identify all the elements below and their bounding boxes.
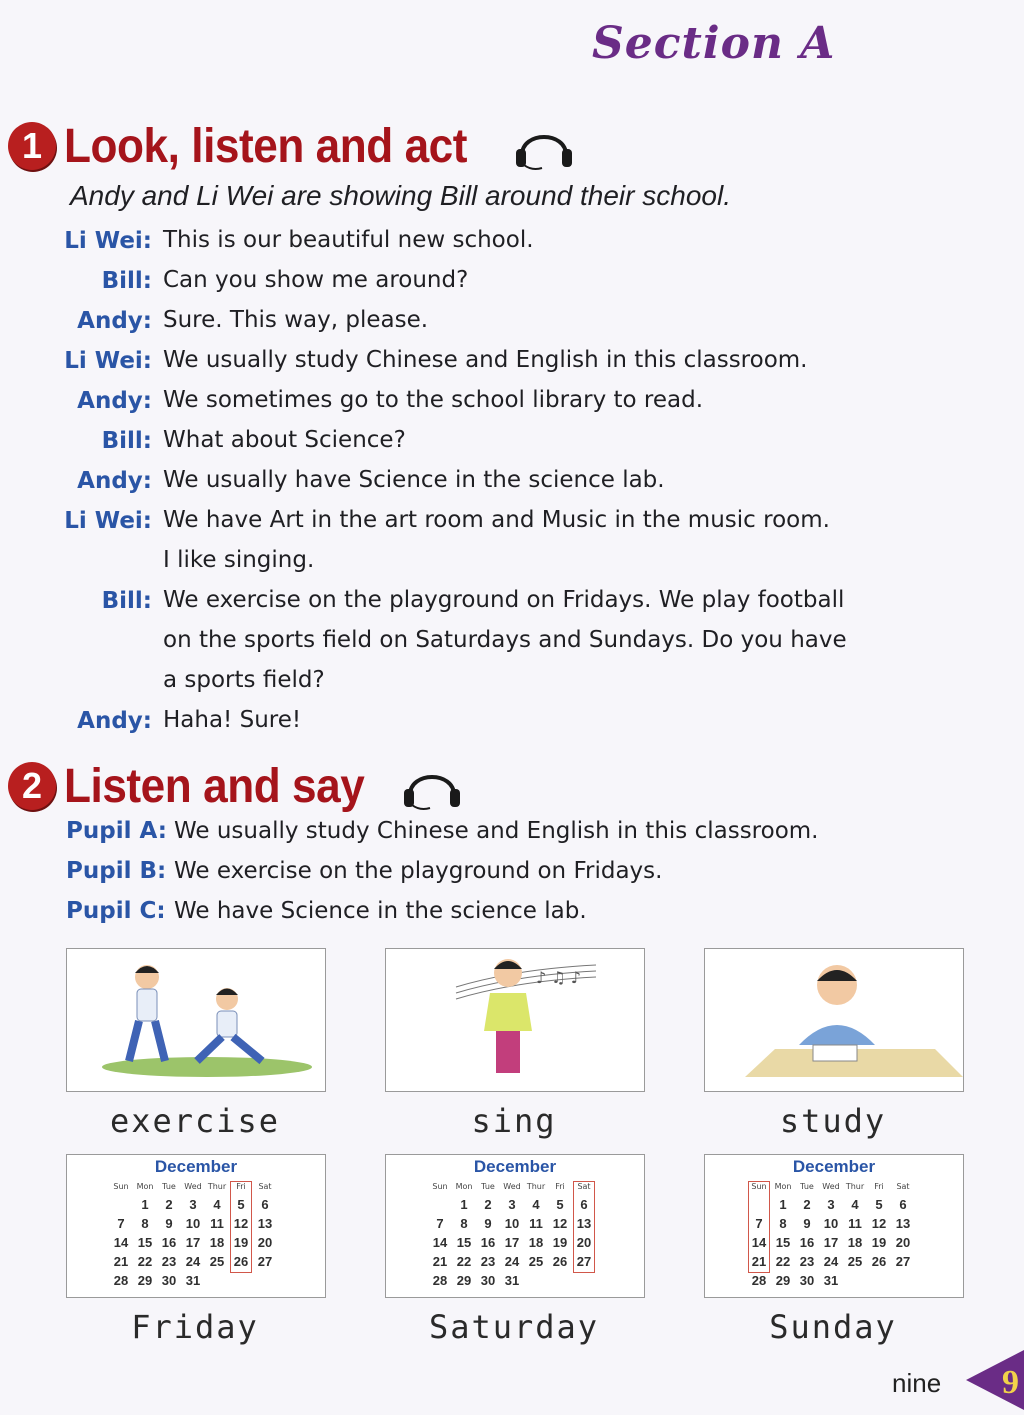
dialogue-line xyxy=(0,584,1024,624)
dialogue-line xyxy=(0,384,1024,424)
calendar-day: 12 xyxy=(552,1216,568,1231)
calendar-day: 26 xyxy=(871,1254,887,1269)
calendar-day: 14 xyxy=(751,1235,767,1250)
speech-text: We exercise on the playground on Fridays. xyxy=(174,858,663,884)
calendar-day: 30 xyxy=(161,1273,177,1288)
weekday-label: Sun xyxy=(113,1182,129,1191)
calendar-day: 5 xyxy=(237,1197,245,1212)
calendar-day: 21 xyxy=(113,1254,129,1269)
calendar-day: 5 xyxy=(556,1197,564,1212)
calendar-day: 7 xyxy=(117,1216,125,1231)
calendar-day: 6 xyxy=(580,1197,588,1212)
calendar-day: 29 xyxy=(775,1273,791,1288)
calendar-day: 31 xyxy=(504,1273,520,1288)
calendar-day: 10 xyxy=(185,1216,201,1231)
dialogue-line xyxy=(0,224,1024,264)
weekday-label: Wed xyxy=(503,1182,521,1191)
pupil-line xyxy=(0,854,1024,894)
weekday-label: Sat xyxy=(577,1182,591,1191)
boy-studying-illustration xyxy=(705,949,963,1091)
speech-text: on the sports field on Saturdays and Sundays. Do you have xyxy=(163,627,847,653)
exercise-title: Look, listen and act xyxy=(64,119,468,173)
calendar-day: 4 xyxy=(532,1197,540,1212)
calendar-day: 13 xyxy=(257,1216,273,1231)
pupil-line xyxy=(0,894,1024,934)
speaker-label: Bill: xyxy=(101,588,152,614)
weekday-label: Wed xyxy=(822,1182,840,1191)
speech-text: We usually study Chinese and English in this classroom. xyxy=(163,347,808,373)
weekday-label: Mon xyxy=(136,1182,154,1191)
calendar-day: 29 xyxy=(137,1273,153,1288)
calendar-day: 21 xyxy=(751,1254,767,1269)
headphones-icon xyxy=(512,121,576,171)
exercise-picture xyxy=(66,948,326,1092)
calendar-day: 2 xyxy=(803,1197,811,1212)
calendar-day: 25 xyxy=(209,1254,225,1269)
calendar-day: 29 xyxy=(456,1273,472,1288)
calendar-day: 1 xyxy=(460,1197,468,1212)
calendar-day: 8 xyxy=(460,1216,468,1231)
children-exercising-illustration xyxy=(67,949,325,1091)
speech-text: We usually have Science in the science lab. xyxy=(163,467,665,493)
exercise-title: Listen and say xyxy=(64,759,365,813)
calendar-day: 30 xyxy=(480,1273,496,1288)
calendar-day: 12 xyxy=(233,1216,249,1231)
speech-text: This is our beautiful new school. xyxy=(163,227,534,253)
day-label: Saturday xyxy=(428,1308,600,1346)
calendar-weekdays xyxy=(428,1182,596,1191)
calendar-day: 28 xyxy=(751,1273,767,1288)
dialogue-line xyxy=(0,304,1024,344)
picture-label: study xyxy=(779,1102,887,1140)
calendar-day: 14 xyxy=(113,1235,129,1250)
calendar-day: 9 xyxy=(803,1216,811,1231)
calendar-day: 27 xyxy=(895,1254,911,1269)
calendar-day: 15 xyxy=(456,1235,472,1250)
weekday-label: Mon xyxy=(455,1182,473,1191)
calendar-day: 24 xyxy=(823,1254,839,1269)
calendar-day: 24 xyxy=(504,1254,520,1269)
study-picture xyxy=(704,948,964,1092)
calendar-day: 8 xyxy=(141,1216,149,1231)
calendar-highlight xyxy=(748,1181,770,1273)
calendar-day: 9 xyxy=(165,1216,173,1231)
calendar-day: 10 xyxy=(823,1216,839,1231)
dialogue-line xyxy=(0,264,1024,304)
calendar-day: 4 xyxy=(213,1197,221,1212)
speech-text: We have Art in the art room and Music in the music room. xyxy=(163,507,830,533)
exercise-number-badge: 2 xyxy=(8,762,56,810)
calendar-day: 23 xyxy=(799,1254,815,1269)
speaker-label: Pupil C: xyxy=(66,898,166,924)
weekday-label: Fri xyxy=(555,1182,565,1191)
calendar-day: 18 xyxy=(209,1235,225,1250)
calendar-day: 22 xyxy=(137,1254,153,1269)
calendar-day: 27 xyxy=(576,1254,592,1269)
calendar-day: 27 xyxy=(257,1254,273,1269)
speaker-label: Bill: xyxy=(101,428,152,454)
calendar-day xyxy=(109,1197,133,1216)
calendar-day: 15 xyxy=(775,1235,791,1250)
calendar-day: 11 xyxy=(529,1216,543,1231)
calendar-day: 16 xyxy=(799,1235,815,1250)
speaker-label: Li Wei: xyxy=(64,228,152,254)
calendar-month: December xyxy=(792,1157,876,1176)
calendar-day: 10 xyxy=(504,1216,520,1231)
weekday-label: Thur xyxy=(526,1182,546,1191)
speech-text: I like singing. xyxy=(163,547,315,573)
page-number-tab xyxy=(966,1350,1024,1410)
speech-text: We usually study Chinese and English in this classroom. xyxy=(174,818,819,844)
weekday-label: Sun xyxy=(751,1182,767,1191)
calendar-day: 21 xyxy=(432,1254,448,1269)
weekday-label: Thur xyxy=(845,1182,865,1191)
calendar-day: 22 xyxy=(456,1254,472,1269)
speaker-label: Li Wei: xyxy=(64,348,152,374)
calendar xyxy=(704,1154,964,1298)
speech-text: What about Science? xyxy=(163,427,406,453)
calendar-day: 2 xyxy=(484,1197,492,1212)
calendar-day: 14 xyxy=(432,1235,448,1250)
calendar-day xyxy=(428,1197,452,1216)
calendar-day: 19 xyxy=(233,1235,249,1250)
picture-label: sing xyxy=(471,1102,557,1140)
dialogue-line xyxy=(0,504,1024,544)
dialogue-line xyxy=(0,424,1024,464)
pupil-lines xyxy=(0,814,1024,934)
calendar-day: 13 xyxy=(895,1216,911,1231)
calendar-day: 6 xyxy=(261,1197,269,1212)
calendar-day: 19 xyxy=(552,1235,568,1250)
calendar-day: 20 xyxy=(895,1235,911,1250)
calendar-days xyxy=(747,1197,915,1292)
calendar xyxy=(66,1154,326,1298)
calendar-day: 20 xyxy=(257,1235,273,1250)
speaker-label: Andy: xyxy=(77,308,152,334)
calendar-day: 17 xyxy=(823,1235,839,1250)
calendar-day: 7 xyxy=(436,1216,444,1231)
dialogue-line xyxy=(0,704,1024,744)
speaker-label: Andy: xyxy=(77,708,152,734)
calendar-day: 11 xyxy=(848,1216,862,1231)
speech-text: We sometimes go to the school library to read. xyxy=(163,387,704,413)
calendar-day: 4 xyxy=(851,1197,859,1212)
calendar-day: 3 xyxy=(189,1197,197,1212)
calendar-day: 18 xyxy=(847,1235,863,1250)
calendar-highlight xyxy=(230,1181,252,1273)
calendar-month: December xyxy=(473,1157,557,1176)
calendar-day: 20 xyxy=(576,1235,592,1250)
speech-text: We have Science in the science lab. xyxy=(174,898,587,924)
exercise-1-heading xyxy=(8,116,576,176)
calendar-day: 17 xyxy=(185,1235,201,1250)
calendar-day: 25 xyxy=(847,1254,863,1269)
calendar-day: 2 xyxy=(165,1197,173,1212)
calendar-day: 25 xyxy=(528,1254,544,1269)
speech-text: We exercise on the playground on Fridays. We play football xyxy=(163,587,845,613)
calendar-day: 23 xyxy=(161,1254,177,1269)
svg-text:♪ ♫ ♪: ♪ ♫ ♪ xyxy=(536,968,581,987)
weekday-label: Fri xyxy=(874,1182,884,1191)
picture-label: exercise xyxy=(109,1102,281,1140)
weekday-label: Wed xyxy=(184,1182,202,1191)
speech-text: Can you show me around? xyxy=(163,267,469,293)
calendar-day: 16 xyxy=(161,1235,177,1250)
sing-picture xyxy=(385,948,645,1092)
calendar-day: 3 xyxy=(827,1197,835,1212)
calendar-month: December xyxy=(154,1157,238,1176)
dialogue-line xyxy=(0,544,1024,584)
calendar-day: 1 xyxy=(779,1197,787,1212)
calendar-days xyxy=(428,1197,596,1292)
calendar-day: 8 xyxy=(779,1216,787,1231)
calendar-day: 31 xyxy=(185,1273,201,1288)
day-label: Friday xyxy=(131,1308,259,1346)
section-title: Section A xyxy=(592,18,836,69)
calendar-day: 9 xyxy=(484,1216,492,1231)
page-number: 9 xyxy=(1002,1364,1019,1401)
calendar-day: 13 xyxy=(576,1216,592,1231)
calendar-day: 19 xyxy=(871,1235,887,1250)
speaker-label: Andy: xyxy=(77,468,152,494)
calendar-day: 5 xyxy=(875,1197,883,1212)
dialogue-intro: Andy and Li Wei are showing Bill around their school. xyxy=(70,180,731,211)
calendar-day: 11 xyxy=(210,1216,224,1231)
dialogue-line xyxy=(0,344,1024,384)
weekday-label: Mon xyxy=(774,1182,792,1191)
calendar-day: 12 xyxy=(871,1216,887,1231)
calendar-day: 23 xyxy=(480,1254,496,1269)
weekday-label: Tue xyxy=(800,1182,814,1191)
page-number-word: nine xyxy=(892,1368,942,1398)
calendar-day: 28 xyxy=(432,1273,448,1288)
weekday-label: Tue xyxy=(481,1182,495,1191)
calendar-day: 26 xyxy=(552,1254,568,1269)
calendar-highlight xyxy=(573,1181,595,1273)
calendar-weekdays xyxy=(747,1182,915,1191)
calendar-day: 30 xyxy=(799,1273,815,1288)
calendar-day: 28 xyxy=(113,1273,129,1288)
speech-text: Sure. This way, please. xyxy=(163,307,429,333)
calendar-day: 16 xyxy=(480,1235,496,1250)
exercise-2-heading xyxy=(8,756,464,816)
calendar-day: 24 xyxy=(185,1254,201,1269)
headphones-icon xyxy=(400,761,464,811)
calendar-day: 15 xyxy=(137,1235,153,1250)
weekday-label: Sun xyxy=(432,1182,448,1191)
pupil-line xyxy=(0,814,1024,854)
speaker-label: Li Wei: xyxy=(64,508,152,534)
dialogue-line xyxy=(0,664,1024,704)
day-label: Sunday xyxy=(769,1308,897,1346)
weekday-label: Tue xyxy=(162,1182,176,1191)
speaker-label: Bill: xyxy=(101,268,152,294)
dialogue-line xyxy=(0,624,1024,664)
calendar-day: 22 xyxy=(775,1254,791,1269)
speech-text: a sports field? xyxy=(163,667,325,693)
weekday-label: Fri xyxy=(236,1182,246,1191)
speaker-label: Pupil A: xyxy=(66,818,167,844)
calendar-day: 6 xyxy=(899,1197,907,1212)
calendar-day: 3 xyxy=(508,1197,516,1212)
calendar-day: 31 xyxy=(823,1273,839,1288)
calendar-day: 18 xyxy=(528,1235,544,1250)
dialogue-line xyxy=(0,464,1024,504)
speaker-label: Pupil B: xyxy=(66,858,167,884)
weekday-label: Sat xyxy=(258,1182,272,1191)
speaker-label: Andy: xyxy=(77,388,152,414)
dialogue xyxy=(0,224,1024,744)
weekday-label: Sat xyxy=(896,1182,910,1191)
calendar xyxy=(385,1154,645,1298)
girl-singing-illustration xyxy=(386,949,644,1091)
calendar-day: 26 xyxy=(233,1254,249,1269)
speech-text: Haha! Sure! xyxy=(163,707,302,733)
calendar-day: 1 xyxy=(141,1197,149,1212)
weekday-label: Thur xyxy=(207,1182,227,1191)
exercise-number-badge: 1 xyxy=(8,122,56,170)
calendar-day: 7 xyxy=(755,1216,763,1231)
calendar-day: 17 xyxy=(504,1235,520,1250)
